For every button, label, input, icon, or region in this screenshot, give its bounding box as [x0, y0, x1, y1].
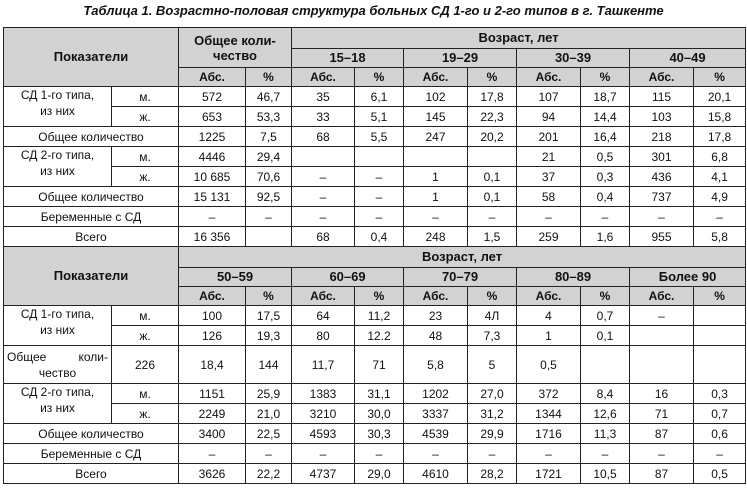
row-sex: м.	[112, 306, 179, 326]
table-cell: 17,5	[246, 306, 292, 326]
table-cell: –	[355, 187, 404, 207]
row-label	[4, 384, 112, 424]
row-sex: м.	[112, 147, 179, 167]
row-label	[4, 87, 112, 127]
table-cell: 572	[179, 87, 246, 107]
table-cell: 8,4	[581, 384, 630, 404]
table-cell: 2249	[179, 404, 246, 424]
table-cell: 436	[630, 167, 694, 187]
table-cell: 10 685	[179, 167, 246, 187]
row-label	[4, 306, 112, 346]
table-cell: 5,8	[404, 346, 468, 384]
header-abs: Абс.	[517, 68, 581, 87]
row-label: Общее количество	[4, 424, 179, 444]
header-pct: %	[355, 287, 404, 306]
table-row	[4, 346, 746, 384]
header-abs: Абс.	[404, 68, 468, 87]
header-abs: Абс.	[630, 68, 694, 87]
table-cell: 0,7	[581, 306, 630, 326]
header-age-group: 70–79	[404, 268, 517, 287]
header-abs: Абс.	[630, 287, 694, 306]
header-row	[4, 247, 746, 268]
table-cell: 15 131	[179, 187, 246, 207]
table-cell: 4,9	[694, 187, 746, 207]
table-cell: 15,8	[694, 107, 746, 127]
header-abs: Абс.	[517, 287, 581, 306]
row-sex: ж.	[112, 326, 179, 346]
table-cell: –	[355, 167, 404, 187]
table-cell: 3210	[292, 404, 355, 424]
table-cell	[292, 147, 355, 167]
table-cell: 0,1	[581, 326, 630, 346]
row-label-line1: СД 1-го типа,	[20, 307, 95, 321]
table-cell: 29,0	[355, 464, 404, 484]
header-indicators: Показатели	[4, 28, 179, 87]
table-cell: 18,7	[581, 87, 630, 107]
table-cell: 145	[404, 107, 468, 127]
table-cell: 4593	[292, 424, 355, 444]
table-cell: –	[581, 444, 630, 464]
table-cell: 21	[517, 147, 581, 167]
table-cell: 64	[292, 306, 355, 326]
table-cell: 1151	[179, 384, 246, 404]
table-cell: –	[246, 444, 292, 464]
row-sex: ж.	[112, 167, 179, 187]
header-pct: %	[355, 68, 404, 87]
row-label: Беременные с СД	[4, 444, 179, 464]
table-cell: –	[292, 187, 355, 207]
row-label: Всего	[4, 227, 179, 247]
table-row	[4, 404, 746, 424]
table-cell: –	[355, 207, 404, 227]
table-cell: 247	[404, 127, 468, 147]
row-label-line1	[7, 349, 108, 365]
table-cell: 1225	[179, 127, 246, 147]
table-cell: 10,5	[581, 464, 630, 484]
table-cell: 29,9	[468, 424, 517, 444]
table-cell: 103	[630, 107, 694, 127]
header-abs: Абс.	[292, 287, 355, 306]
table-cell: 248	[404, 227, 468, 247]
table-cell: 18,4	[179, 346, 246, 384]
table-cell: 0,6	[694, 424, 746, 444]
header-pct: %	[246, 287, 292, 306]
table-cell: –	[179, 207, 246, 227]
table-cell: 11,7	[292, 346, 355, 384]
table-cell: 0,4	[355, 227, 404, 247]
table-cell: 16,4	[581, 127, 630, 147]
table-cell: 5	[468, 346, 517, 384]
table-cell: 1	[404, 187, 468, 207]
table-cell: 17,8	[468, 87, 517, 107]
table-cell: 1383	[292, 384, 355, 404]
row-label: Общее количество	[4, 187, 179, 207]
table-cell: 70,6	[246, 167, 292, 187]
table-cell	[404, 147, 468, 167]
table-cell: 14,4	[581, 107, 630, 127]
table-cell: 31,1	[355, 384, 404, 404]
table-cell: 4	[517, 306, 581, 326]
table-row	[4, 306, 746, 326]
table-cell: 259	[517, 227, 581, 247]
header-abs: Абс.	[179, 287, 246, 306]
table-row	[4, 187, 746, 207]
header-pct: %	[468, 68, 517, 87]
table-cell: 19,3	[246, 326, 292, 346]
header-age-group: 60–69	[292, 268, 404, 287]
header-age-group: 30–39	[517, 49, 630, 68]
table-cell: 0,5	[581, 147, 630, 167]
table-cell: 1	[404, 167, 468, 187]
table-cell: 1,6	[581, 227, 630, 247]
table-cell: –	[694, 444, 746, 464]
table-cell: 94	[517, 107, 581, 127]
table-cell: 22,3	[468, 107, 517, 127]
table-row	[4, 167, 746, 187]
header-total-line2: чество	[213, 47, 257, 63]
table-cell: 21,0	[246, 404, 292, 424]
table-cell: 25,9	[246, 384, 292, 404]
table-row	[4, 147, 746, 167]
table-cell	[630, 346, 694, 384]
row-label: Всего	[4, 464, 179, 484]
row-sex: ж.	[112, 404, 179, 424]
table-cell: 35	[292, 87, 355, 107]
table-cell: 4539	[404, 424, 468, 444]
table-cell: 11,2	[355, 306, 404, 326]
table-cell: –	[292, 207, 355, 227]
header-total	[179, 28, 292, 68]
table-cell: 22,2	[246, 464, 292, 484]
table-cell: 68	[292, 127, 355, 147]
table-cell: 218	[630, 127, 694, 147]
table-cell: 126	[179, 326, 246, 346]
table-cell: –	[581, 207, 630, 227]
header-total-line1: Общее коли-	[194, 32, 276, 48]
table-cell: 12.2	[355, 326, 404, 346]
table-cell: 28,2	[468, 464, 517, 484]
row-label-line1: СД 2-го типа,	[20, 148, 95, 162]
table-cell: 107	[517, 87, 581, 107]
table-row	[4, 107, 746, 127]
table-cell: 6,1	[355, 87, 404, 107]
row-label-line2: из них	[40, 323, 75, 337]
table-cell: 29,4	[246, 147, 292, 167]
table-cell: 1202	[404, 384, 468, 404]
header-pct: %	[694, 68, 746, 87]
table-cell: 5,5	[355, 127, 404, 147]
table-cell: –	[630, 207, 694, 227]
row-label	[4, 346, 112, 384]
table-cell: 955	[630, 227, 694, 247]
table-cell: 92,5	[246, 187, 292, 207]
table-cell: 87	[630, 424, 694, 444]
table-cell: –	[517, 444, 581, 464]
table-cell: 33	[292, 107, 355, 127]
table-cell: –	[468, 207, 517, 227]
table-cell: 20,2	[468, 127, 517, 147]
table-cell: 31,2	[468, 404, 517, 424]
table-cell: 53,3	[246, 107, 292, 127]
table-cell	[246, 227, 292, 247]
header-row	[4, 28, 746, 49]
row-label: Общее количество	[4, 127, 179, 147]
table-cell: 5,1	[355, 107, 404, 127]
table-cell	[694, 306, 746, 326]
table-cell: –	[246, 207, 292, 227]
row-label-word: Общее	[7, 349, 47, 364]
row-label-line2: из них	[40, 164, 75, 178]
header-age-group: 15–18	[292, 49, 404, 68]
table-cell: 12,6	[581, 404, 630, 424]
table-cell: 1344	[517, 404, 581, 424]
table-cell: –	[630, 444, 694, 464]
header-age-group: Более 90	[630, 268, 746, 287]
table-cell: 1	[517, 326, 581, 346]
row-sex: м.	[112, 87, 179, 107]
table-row	[4, 326, 746, 346]
header-abs: Абс.	[292, 68, 355, 87]
table-cell: 58	[517, 187, 581, 207]
table-cell: 0,5	[517, 346, 581, 384]
table-cell: 87	[630, 464, 694, 484]
table-cell: 102	[404, 87, 468, 107]
header-age: Возраст, лет	[179, 247, 746, 268]
row-label-line2: чество	[38, 365, 77, 380]
table-cell: 20,1	[694, 87, 746, 107]
table-cell: –	[292, 444, 355, 464]
header-age-group: 40–49	[630, 49, 746, 68]
row-sex: ж.	[112, 107, 179, 127]
table-cell: 48	[404, 326, 468, 346]
table-cell	[581, 346, 630, 384]
table-cell: 144	[246, 346, 292, 384]
table-cell: 16	[630, 384, 694, 404]
header-pct: %	[246, 68, 292, 87]
table-cell: 301	[630, 147, 694, 167]
table-cell: 0,3	[581, 167, 630, 187]
table-cell: 22,5	[246, 424, 292, 444]
table-row	[4, 444, 746, 464]
header-abs: Абс.	[404, 287, 468, 306]
table-cell: 46,7	[246, 87, 292, 107]
data-table	[3, 27, 746, 484]
header-pct: %	[581, 68, 630, 87]
row-value: 226	[112, 346, 179, 384]
header-pct: %	[694, 287, 746, 306]
table-cell: 3626	[179, 464, 246, 484]
row-label-line2: из них	[40, 104, 75, 118]
header-age-group: 50–59	[179, 268, 292, 287]
table-cell: –	[630, 306, 694, 326]
header-age-group: 19–29	[404, 49, 517, 68]
table-cell: 4Л	[468, 306, 517, 326]
table-cell: –	[404, 444, 468, 464]
row-label	[4, 147, 112, 187]
table-cell: 1716	[517, 424, 581, 444]
table-cell: 3400	[179, 424, 246, 444]
table-cell: 115	[630, 87, 694, 107]
header-indicators: Показатели	[4, 247, 179, 306]
table-cell: 0,1	[468, 167, 517, 187]
table-row	[4, 464, 746, 484]
table-cell: 71	[355, 346, 404, 384]
table-cell: 71	[630, 404, 694, 424]
table-row	[4, 87, 746, 107]
table-title: Таблица 1. Возрастно-половая структура больных СД 1-го и 2-го типов в г. Ташкенте	[83, 3, 664, 18]
table-cell: –	[292, 167, 355, 187]
row-label-line2: из них	[40, 401, 75, 415]
table-cell: 11,3	[581, 424, 630, 444]
table-cell: 4737	[292, 464, 355, 484]
table-cell: 3337	[404, 404, 468, 424]
header-pct: %	[581, 287, 630, 306]
table-cell: –	[517, 207, 581, 227]
header-age-group: 80–89	[517, 268, 630, 287]
table-cell: 17,8	[694, 127, 746, 147]
row-label-word: коли-	[78, 349, 108, 364]
table-cell: 27,0	[468, 384, 517, 404]
header-abs: Абс.	[179, 68, 246, 87]
table-cell: 30,0	[355, 404, 404, 424]
table-cell: 737	[630, 187, 694, 207]
row-label-line1: СД 2-го типа,	[20, 385, 95, 399]
table-cell: 0,1	[468, 187, 517, 207]
table-cell: 0,4	[581, 187, 630, 207]
table-cell: 0,3	[694, 384, 746, 404]
table-body	[4, 28, 746, 484]
table-cell: 80	[292, 326, 355, 346]
table-cell: –	[179, 444, 246, 464]
table-cell	[694, 346, 746, 384]
table-cell	[355, 147, 404, 167]
table-cell: 37	[517, 167, 581, 187]
table-cell: 4610	[404, 464, 468, 484]
table-cell: 0,5	[694, 464, 746, 484]
table-cell: 7,5	[246, 127, 292, 147]
table-cell: 16 356	[179, 227, 246, 247]
table-cell: 372	[517, 384, 581, 404]
table-cell: 4446	[179, 147, 246, 167]
table-cell	[630, 326, 694, 346]
table-cell: –	[468, 444, 517, 464]
table-row	[4, 207, 746, 227]
table-cell: 7,3	[468, 326, 517, 346]
table-cell: 653	[179, 107, 246, 127]
table-row	[4, 227, 746, 247]
table-cell: 30,3	[355, 424, 404, 444]
table-row	[4, 127, 746, 147]
table-cell: –	[694, 207, 746, 227]
table-cell: –	[355, 444, 404, 464]
table-cell: 1721	[517, 464, 581, 484]
header-pct: %	[468, 287, 517, 306]
table-cell: 4,1	[694, 167, 746, 187]
table-cell: –	[404, 207, 468, 227]
table-cell: 1,5	[468, 227, 517, 247]
table-cell: 23	[404, 306, 468, 326]
row-label: Беременные с СД	[4, 207, 179, 227]
table-row	[4, 424, 746, 444]
row-sex: м.	[112, 384, 179, 404]
table-cell	[694, 326, 746, 346]
table-cell: 201	[517, 127, 581, 147]
table-cell: 5,8	[694, 227, 746, 247]
table-cell: 100	[179, 306, 246, 326]
table-row	[4, 384, 746, 404]
header-age: Возраст, лет	[292, 28, 746, 49]
row-label-line1: СД 1-го типа,	[20, 88, 95, 102]
table-cell: 6,8	[694, 147, 746, 167]
table-cell	[468, 147, 517, 167]
table-cell: 68	[292, 227, 355, 247]
table-cell: 0,7	[694, 404, 746, 424]
